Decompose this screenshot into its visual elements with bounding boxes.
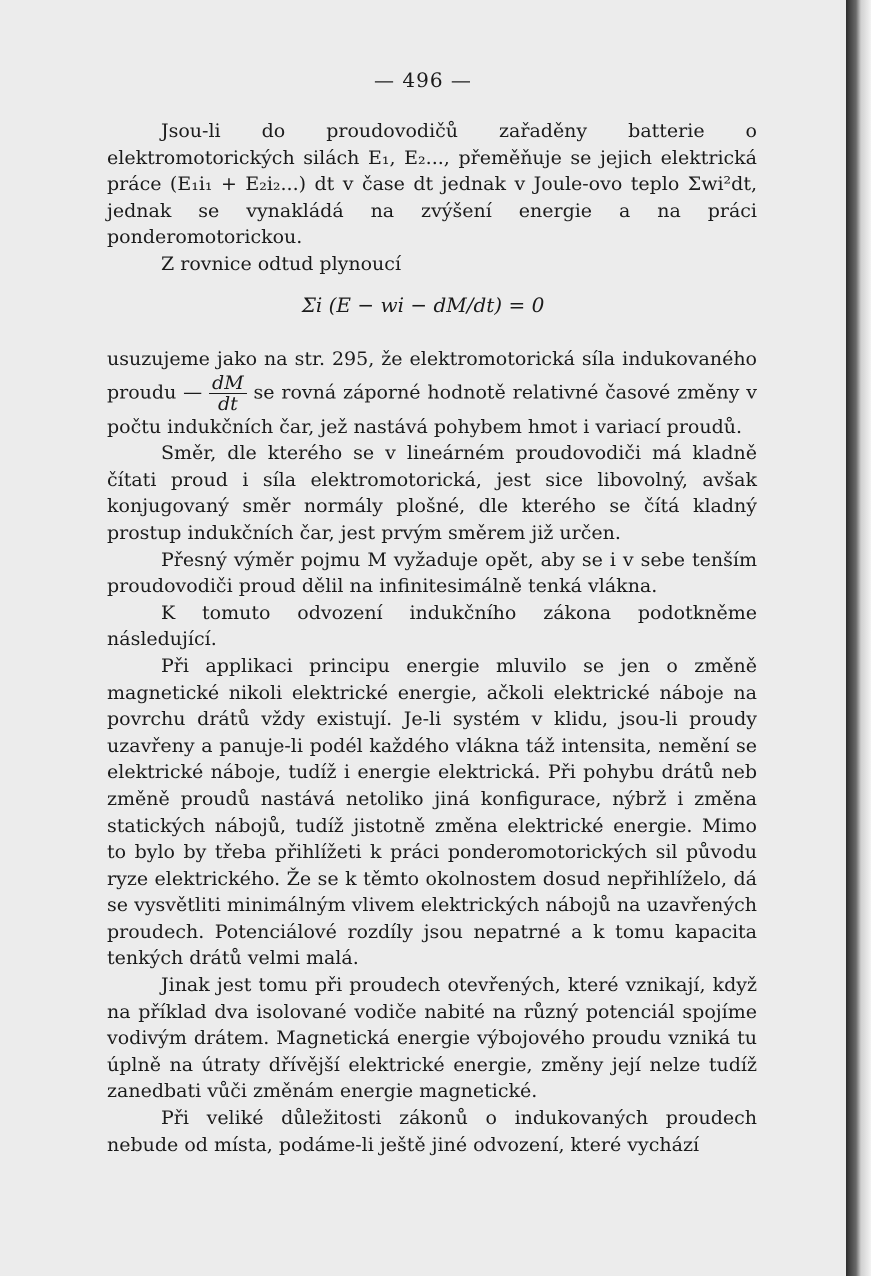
page-edge-shadow <box>846 0 871 1276</box>
induced-emf-text-b: se rovná záporné hodnotě relativné časové změny v počtu indukčních čar, jež nastává pohybem hmot i variací proudů. <box>107 381 757 438</box>
paragraph-equation-intro: Z rovnice odtud plynoucí <box>161 252 402 275</box>
paragraph-remark: K tomuto odvození indukčního zákona podotkněme následující. <box>107 601 757 651</box>
paragraph-alternative-derivation: Při veliké důležitosti zákonů o indukovaných proudech nebude od místa, podáme-li ještě jiné odvození, které vychází <box>107 1107 757 1156</box>
page-number: — 496 — <box>374 68 472 92</box>
paragraph-induced-emf: usuzujeme jako na str. 295, že elektromotorická síla indukovaného proudu — $\frac{dM}{dt}$ se rovná záporné hodnotě relativné časové změny v počtu indukčních čar, jež nastává pohybem hmot i variací proudů. <box>107 348 757 438</box>
text-block-top <box>107 118 757 278</box>
paragraph-energy-work: Jsou-li do proudovodičů zařaděny batterie o elektromotorických silách E₁, E₂..., přeměňuje se jejich elektrická práce (E₁i₁ + E₂i₂...) dt v čase dt jednak v Joule-ovo teplo Σwi²dt, jednak se vynakládá na zvýšení energie a na práci ponderomotorickou. <box>107 120 757 249</box>
fraction-denominator: dt <box>217 392 238 415</box>
paragraph-direction: Směr, dle kterého se v lineárném proudovodiči má kladně čítati proud i síla elektromotorická, jest sice libovolný, avšak konjugovaný směr normály plošné, dle kterého se čítá kladný prostup indukčních čar, jest prvým směrem již určen. <box>107 442 757 544</box>
fraction-dm-dt <box>209 373 247 414</box>
text-block-main <box>107 346 757 1158</box>
equation-induction: Σi (E − wi − dM/dt) = 0 <box>301 293 545 317</box>
induced-emf-text-a: usuzujeme jako na str. 295, že elektromotorická síla indukovaného proudu <box>107 348 757 404</box>
fraction-numerator: dM <box>209 373 247 394</box>
paragraph-open-currents: Jinak jest tomu při proudech otevřených, které vznikají, když na příklad dva isolované vodiče nabité na různý potenciál spojíme vodivým drátem. Magnetická energie výbojového proudu vzniká tu úplně na útraty dřívější elektrické energie, změny její nelze tudíž zanedbati vůči změnám energie magnetické. <box>107 974 757 1103</box>
paragraph-energy-principle: Při applikaci principu energie mluvilo se jen o změně magnetické nikoli elektrické energie, ačkoli elektrické náboje na povrchu drátů vždy existují. Je-li systém v klidu, jsou-li proudy uzavřeny a panuje-li podél každého vlákna táž intensita, nemění se elektrické náboje, tudíž i energie elektrická. Při pohybu drátů neb změně proudů nastává netoliko jiná konfigurace, nýbrž i změna statických nábojů, tudíž jistotně změna elektrické energie. Mimo to bylo by třeba přihlížeti k práci ponderomotorických sil původu ryze elektrického. Že se k těmto okolnostem dosud nepřihlíželo, dá se vysvětliti minimálným vlivem elektrických nábojů na uzavřených proudech. Potenciálové rozdíly jsou nepatrné a k tomu kapacita tenkých drátů velmi malá. <box>107 654 757 970</box>
paragraph-definition-m: Přesný výměr pojmu M vyžaduje opět, aby se i v sebe tenším proudovodiči proud dělil na infinitesimálně tenká vlákna. <box>107 548 757 598</box>
